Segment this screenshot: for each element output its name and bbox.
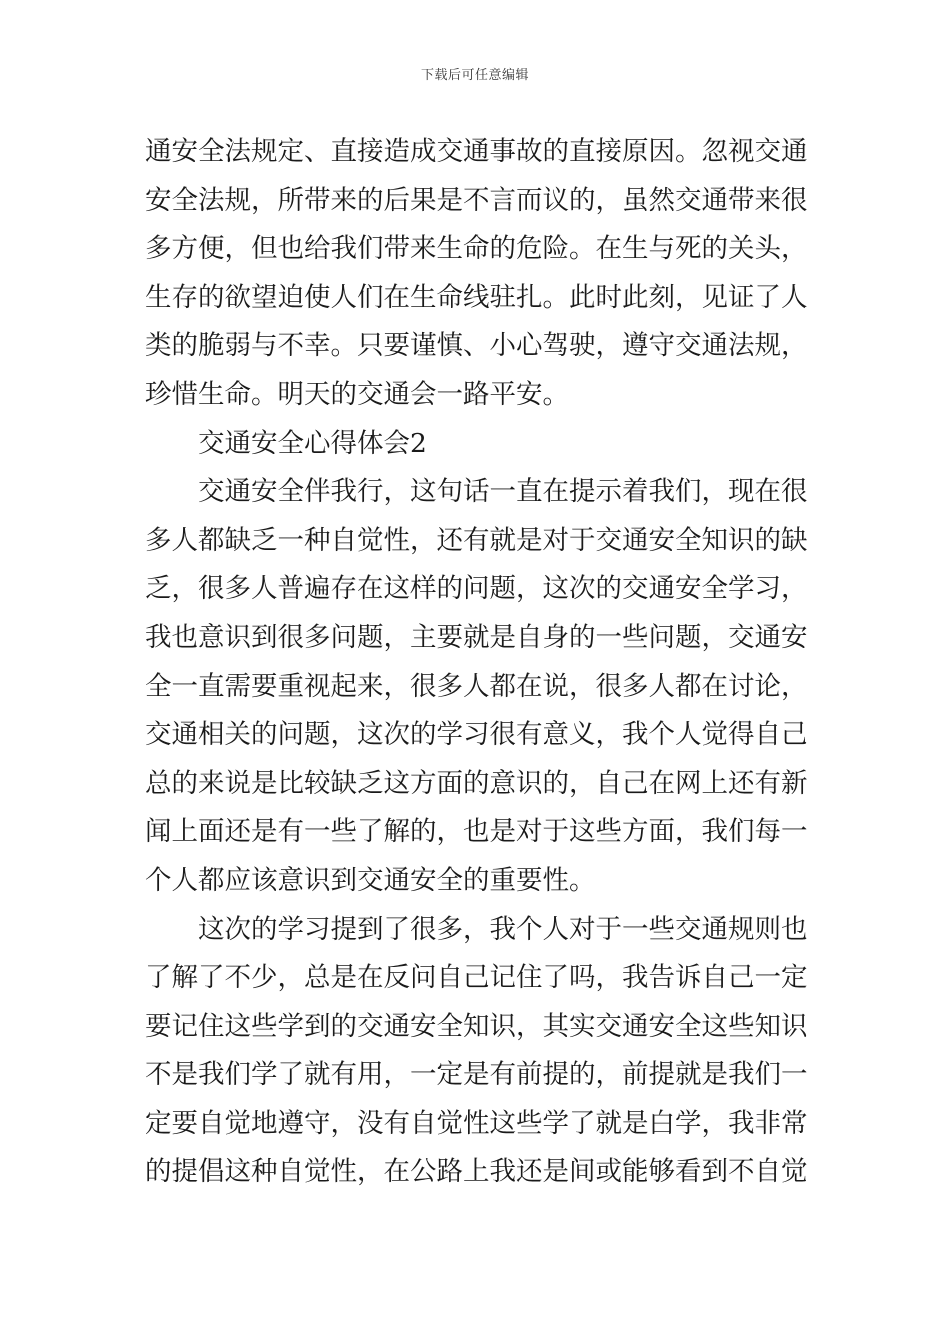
text-line: 交通安全伴我行，这句话一直在提示着我们，现在很: [198, 476, 808, 508]
text-line: 了解了不少，总是在反问自己记住了吗，我告诉自己一定: [145, 962, 808, 994]
text-line: 全一直需要重视起来，很多人都在说，很多人都在讨论，: [145, 670, 808, 702]
text-line: 的提倡这种自觉性，在公路上我还是间或能够看到不自觉: [145, 1156, 808, 1188]
text-line: 定要自觉地遵守，没有自觉性这些学了就是白学，我非常: [145, 1107, 808, 1139]
text-line: 乏，很多人普遍存在这样的问题，这次的交通安全学习，: [145, 573, 808, 605]
text-line: 个人都应该意识到交通安全的重要性。: [145, 864, 596, 896]
text-line: 总的来说是比较缺乏这方面的意识的，自己在网上还有新: [145, 767, 808, 799]
text-line: 多方便，但也给我们带来生命的危险。在生与死的关头，: [145, 233, 808, 265]
text-line: 不是我们学了就有用，一定是有前提的，前提就是我们一: [145, 1059, 808, 1091]
text-line: 我也意识到很多问题，主要就是自身的一些问题，交通安: [145, 621, 808, 653]
text-line: 这次的学习提到了很多，我个人对于一些交通规则也: [198, 913, 808, 945]
text-line: 珍惜生命。明天的交通会一路平安。: [145, 378, 569, 410]
page-header: 下载后可任意编辑: [420, 68, 529, 83]
text-line: 多人都缺乏一种自觉性，还有就是对于交通安全知识的缺: [145, 524, 808, 556]
text-line: 类的脆弱与不幸。只要谨慎、小心驾驶，遵守交通法规，: [145, 330, 808, 362]
text-line: 安全法规，所带来的后果是不言而议的，虽然交通带来很: [145, 184, 808, 216]
document-body: [145, 128, 807, 1197]
text-line: 通安全法规定、直接造成交通事故的直接原因。忽视交通: [145, 136, 808, 167]
text-line: 闻上面还是有一些了解的，也是对于这些方面，我们每一: [145, 816, 808, 848]
text-line: 生存的欲望迫使人们在生命线驻扎。此时此刻，见证了人: [145, 281, 808, 313]
text-line: 交通相关的问题，这次的学习很有意义，我个人觉得自己: [145, 719, 808, 751]
text-line: 要记住这些学到的交通安全知识，其实交通安全这些知识: [145, 1010, 808, 1042]
section-heading: 交通安全心得体会2: [198, 427, 427, 459]
